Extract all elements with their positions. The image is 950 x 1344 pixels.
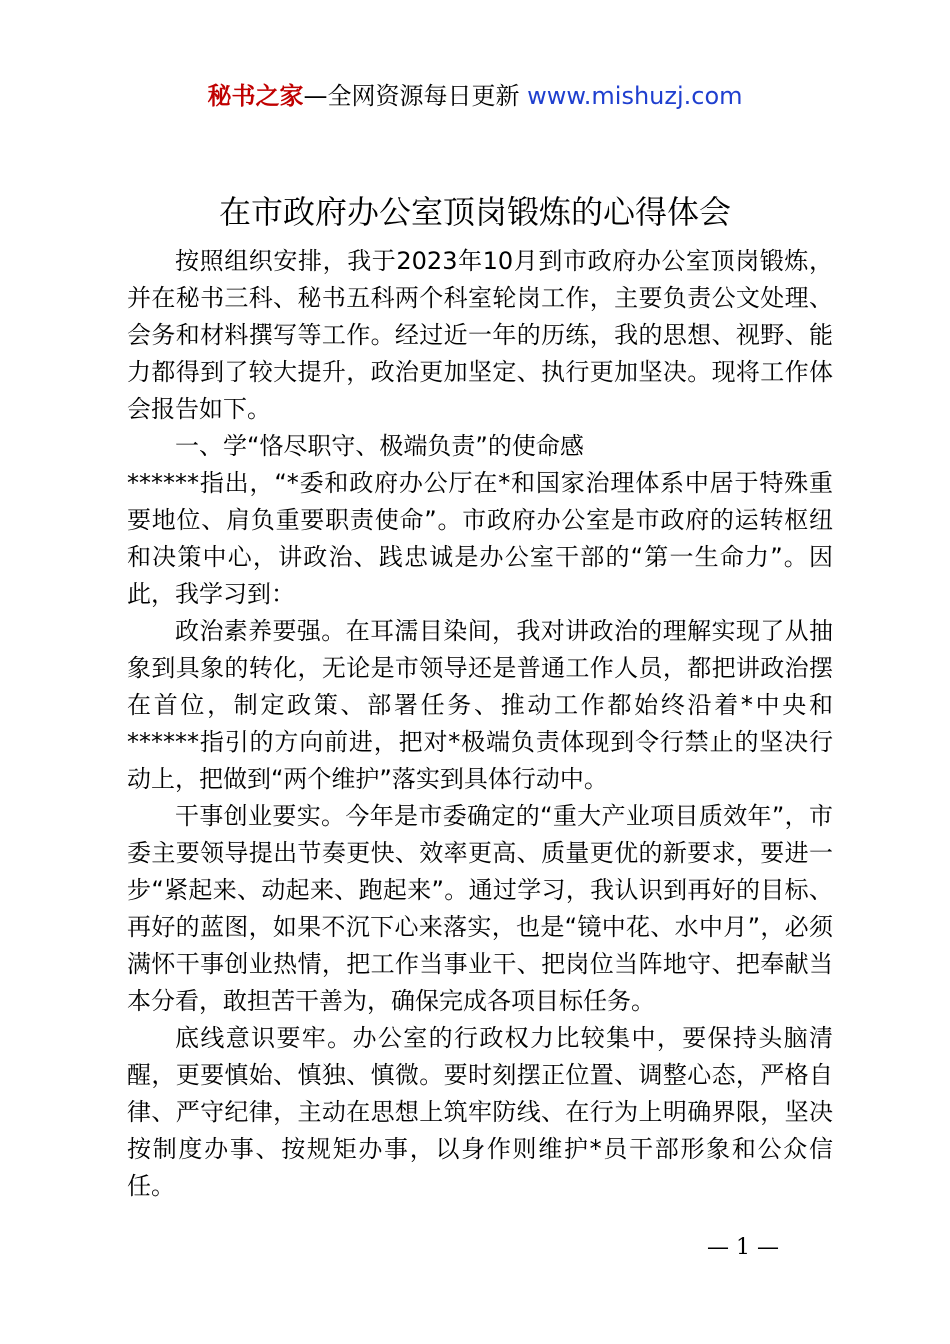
header-dash: —	[303, 82, 328, 110]
document-title: 在市政府办公室顶岗锻炼的心得体会	[218, 193, 731, 231]
political-quality-paragraph: 政治素养要强。在耳濡目染间，我对讲政治的理解实现了从抽象到具象的转化，无论是市领导还是普通工作人员，都把讲政治摆在首位，制定政策、部署任务、推动工作都始终沿着*中央和******指引的方向前进，把对*极端负责体现到令行禁止的坚决行动上，把做到“两个维护”落实到具体行动中。	[127, 617, 833, 793]
site-tagline: 全网资源每日更新	[327, 82, 520, 110]
site-url-link[interactable]: www.mishuzj.com	[527, 82, 743, 110]
document-body	[127, 243, 833, 1205]
practical-work-paragraph: 干事创业要实。今年是市委确定的“重大产业项目质效年”，市委主要领导提出节奏更快、效率更高、质量更优的新要求，要进一步“紧起来、动起来、跑起来”。通过学习，我认识到再好的目标、再好的蓝图，如果不沉下心来落实，也是“镜中花、水中月”，必须满怀干事创业热情，把工作当事业干、把岗位当阵地守、把奉献当本分看，敢担苦干善为，确保完成各项目标任务。	[127, 802, 833, 1015]
site-brand: 秘书之家	[207, 82, 304, 110]
section-heading-1: 一、学“恪尽职守、极端负责”的使命感	[175, 432, 584, 460]
site-header	[0, 80, 950, 112]
page-number: — 1 —	[707, 1235, 779, 1260]
bottom-line-paragraph: 底线意识要牢。办公室的行政权力比较集中，要保持头脑清醒，更要慎始、慎独、慎微。要时刻摆正位置、调整心态，严格自律、严守纪律，主动在思想上筑牢防线、在行为上明确界限，坚决按制度办事、按规矩办事，以身作则维护*员干部形象和公众信任。	[127, 1024, 833, 1200]
quote-paragraph: ******指出，“*委和政府办公厅在*和国家治理体系中居于特殊重要地位、肩负重要职责使命”。市政府办公室是市政府的运转枢纽和决策中心，讲政治、践忠诚是办公室干部的“第一生命力”。因此，我学习到：	[127, 469, 833, 608]
intro-paragraph: 按照组织安排，我于2023年10月到市政府办公室顶岗锻炼，并在秘书三科、秘书五科两个科室轮岗工作，主要负责公文处理、会务和材料撰写等工作。经过近一年的历练，我的思想、视野、能力都得到了较大提升，政治更加坚定、执行更加坚决。现将工作体会报告如下。	[127, 247, 833, 423]
